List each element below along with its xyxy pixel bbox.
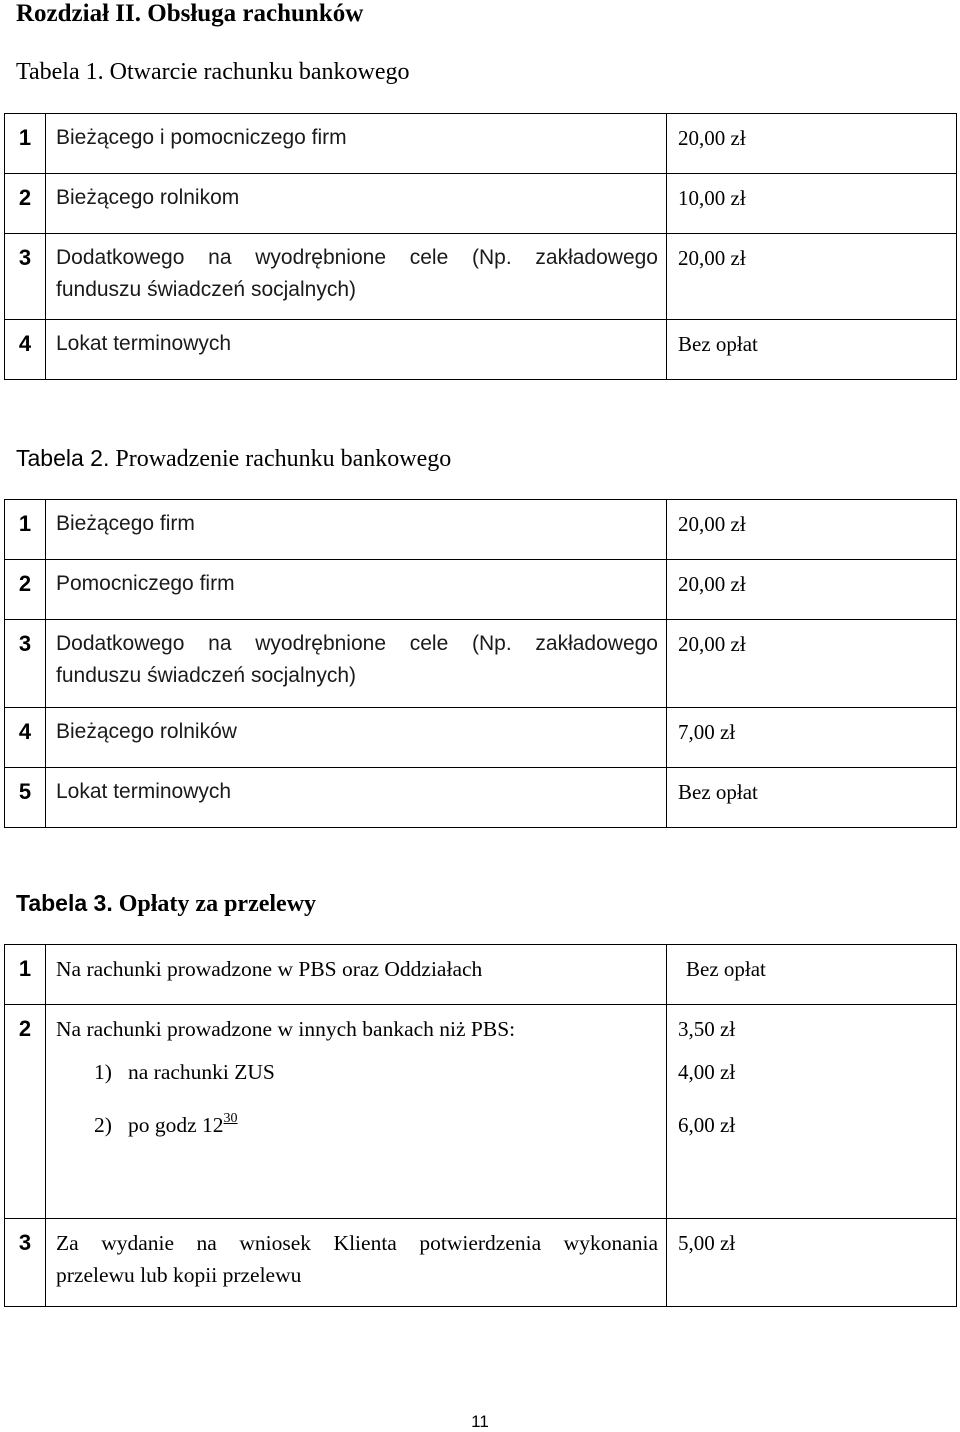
row-fee: 20,00 zł: [667, 234, 957, 320]
row-number: 1: [5, 500, 46, 560]
table-row: [5, 768, 957, 828]
description-line: Dodatkowego na wyodrębnione cele (Np. zakładowego: [56, 246, 658, 269]
row-fee: 5,00 zł: [667, 1219, 957, 1307]
list-item-text: po godz 12: [128, 1113, 224, 1137]
table-1-caption: [16, 58, 410, 86]
table-row: [5, 945, 957, 1005]
table-row: [5, 560, 957, 620]
row-number: 1: [5, 114, 46, 174]
row-description: Lokat terminowych: [46, 320, 667, 380]
description-line: funduszu świadczeń socjalnych): [56, 278, 356, 301]
table-3-label: Tabela 3.: [16, 890, 113, 916]
row-fee: 20,00 zł: [667, 500, 957, 560]
row-description: Bieżącego rolników: [46, 708, 667, 768]
table-row: [5, 174, 957, 234]
row-number: 1: [5, 945, 46, 1005]
table-1-title: Otwarcie rachunku bankowego: [109, 59, 410, 85]
row-description: [46, 234, 667, 320]
row-fee: 20,00 zł: [667, 114, 957, 174]
fee-value: 6,00 zł: [678, 1113, 736, 1137]
table-1-label: Tabela 1.: [16, 59, 104, 85]
description-line: Dodatkowego na wyodrębnione cele (Np. zakładowego: [56, 632, 658, 655]
description-line: przelewu lub kopii przelewu: [56, 1263, 302, 1287]
row-number: 2: [5, 1005, 46, 1219]
row-number: 4: [5, 708, 46, 768]
row-fee: 20,00 zł: [667, 560, 957, 620]
row-description: Pomocniczego firm: [46, 560, 667, 620]
row-fee: [667, 1005, 957, 1219]
description-line: funduszu świadczeń socjalnych): [56, 664, 356, 687]
row-number: 4: [5, 320, 46, 380]
table-2-label: Tabela 2.: [16, 445, 110, 471]
table-3-caption: [16, 889, 316, 918]
row-description: [46, 620, 667, 708]
table-row: [5, 234, 957, 320]
row-description: Bieżącego firm: [46, 500, 667, 560]
fee-value: 4,00 zł: [678, 1060, 736, 1084]
table-row: [5, 320, 957, 380]
table-1: [4, 113, 957, 380]
list-item-number: 1): [94, 1060, 112, 1084]
table-2-title: Prowadzenie rachunku bankowego: [115, 446, 452, 472]
superscript: 30: [223, 1111, 238, 1126]
row-number: 2: [5, 560, 46, 620]
fee-value: 3,50 zł: [678, 1017, 736, 1041]
row-fee: 10,00 zł: [667, 174, 957, 234]
row-fee: Bez opłat: [667, 768, 957, 828]
list-item-number: 2): [94, 1113, 112, 1137]
table-row: [5, 708, 957, 768]
row-fee: 20,00 zł: [667, 620, 957, 708]
row-number: 2: [5, 174, 46, 234]
row-number: 3: [5, 620, 46, 708]
table-2: [4, 499, 957, 828]
row-number: 5: [5, 768, 46, 828]
list-item: [56, 1045, 658, 1099]
row-number: 3: [5, 234, 46, 320]
description-line: Za wydanie na wniosek Klienta potwierdzenia wykonania: [56, 1231, 658, 1255]
row-description: Na rachunki prowadzone w PBS oraz Oddziałach: [46, 945, 667, 1005]
row-description: [46, 1219, 667, 1307]
chapter-heading: Rozdział II. Obsługa rachunków: [16, 0, 364, 27]
row-description: Lokat terminowych: [46, 768, 667, 828]
row-fee: Bez opłat: [667, 320, 957, 380]
row-number: 3: [5, 1219, 46, 1307]
list-item: [56, 1099, 658, 1155]
row-description: Bieżącego rolnikom: [46, 174, 667, 234]
table-row: [5, 1005, 957, 1219]
row-description: Bieżącego i pomocniczego firm: [46, 114, 667, 174]
row-fee: 7,00 zł: [667, 708, 957, 768]
list-item-text: na rachunki ZUS: [128, 1060, 275, 1084]
table-row: [5, 1219, 957, 1307]
table-row: [5, 620, 957, 708]
table-row: [5, 114, 957, 174]
row-fee: Bez opłat: [667, 945, 957, 1005]
table-2-caption: [16, 444, 451, 473]
table-3: [4, 944, 957, 1307]
description-line: Na rachunki prowadzone w innych bankach niż PBS:: [56, 1017, 516, 1041]
table-row: [5, 500, 957, 560]
row-description: [46, 1005, 667, 1219]
page-number: 11: [471, 1412, 489, 1431]
table-3-title: Opłaty za przelewy: [118, 891, 317, 917]
